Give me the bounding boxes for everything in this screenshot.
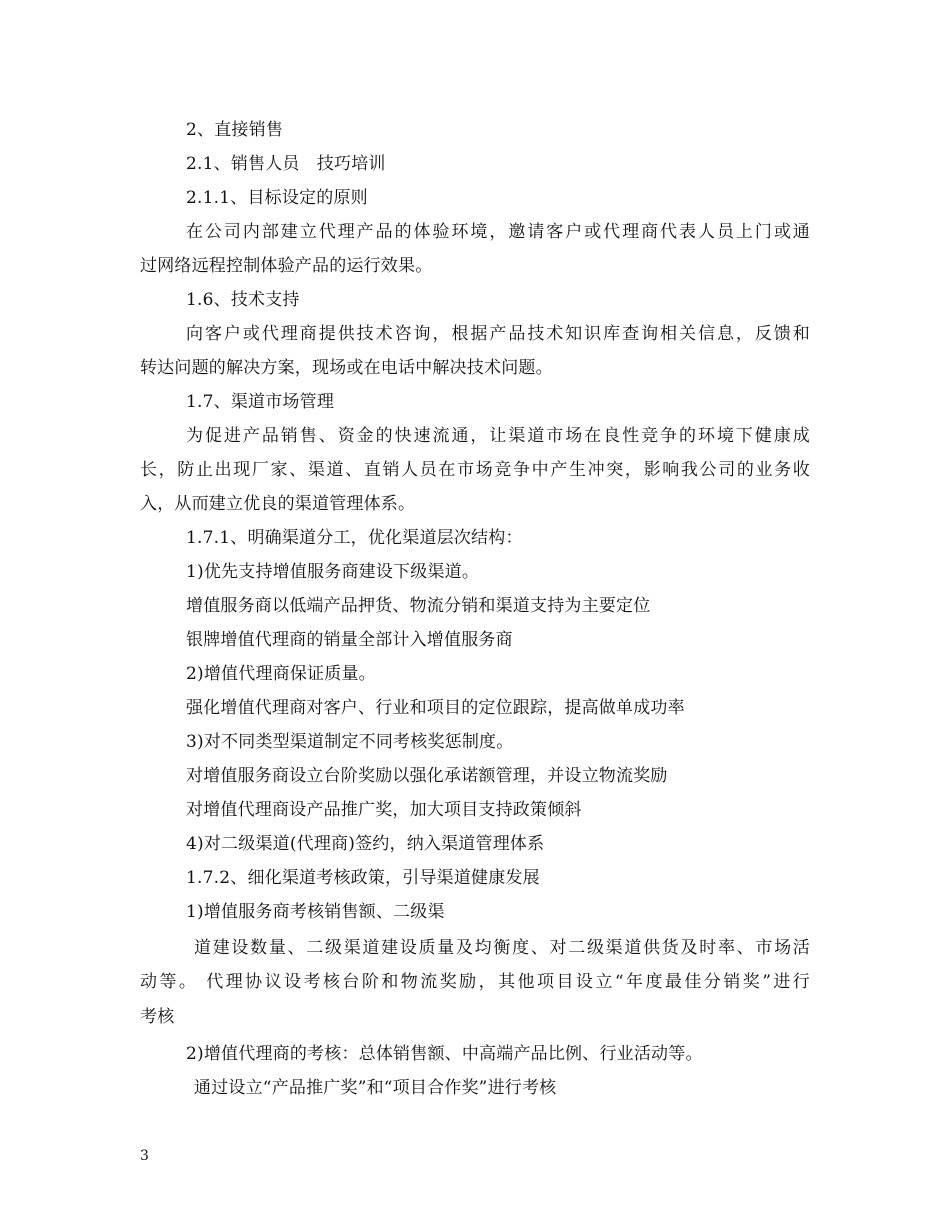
heading-direct-sales: 2、直接销售: [186, 120, 284, 140]
heading-goal-principles: 2.1.1、目标设定的原则: [186, 188, 368, 208]
list-item: 1)优先支持增值服务商建设下级渠道。: [186, 562, 480, 582]
list-item: 2)增值代理商保证质量。: [186, 664, 376, 684]
paragraph-line: 通过设立“产品推广奖”和“项目合作奖”进行考核: [194, 1078, 557, 1098]
paragraph-line: 增值服务商以低端产品押货、物流分销和渠道支持为主要定位: [186, 596, 651, 616]
heading-channel-division: 1.7.1、明确渠道分工，优化渠道层次结构：: [186, 528, 523, 548]
paragraph-line: 转达问题的解决方案，现场或在电话中解决技术问题。: [140, 358, 553, 378]
heading-channel-assessment: 1.7.2、细化渠道考核政策，引导渠道健康发展: [186, 868, 540, 888]
paragraph-line: 强化增值代理商对客户、行业和项目的定位跟踪，提高做单成功率: [186, 698, 685, 718]
paragraph-line: 动等。 代理协议设考核台阶和物流奖励，其他项目设立“年度最佳分销奖”进行: [140, 972, 810, 992]
paragraph-line: 银牌增值代理商的销量全部计入增值服务商: [186, 630, 513, 650]
paragraph-line: 为促进产品销售、资金的快速流通，让渠道市场在良性竞争的环境下健康成: [186, 426, 810, 446]
heading-tech-support: 1.6、技术支持: [186, 290, 300, 310]
paragraph-line: 道建设数量、二级渠道建设质量及均衡度、对二级渠道供货及时率、市场活: [194, 938, 810, 958]
paragraph-line: 考核: [140, 1007, 175, 1027]
paragraph-line: 在公司内部建立代理产品的体验环境，邀请客户或代理商代表人员上门或通: [186, 222, 810, 242]
heading-channel-management: 1.7、渠道市场管理: [186, 392, 335, 412]
paragraph-line: 长，防止出现厂家、渠道、直销人员在市场竞争中产生冲突，影响我公司的业务收: [140, 460, 810, 480]
list-item: 4)对二级渠道(代理商)签约，纳入渠道管理体系: [186, 834, 545, 854]
heading-sales-training: 2.1、销售人员 技巧培训: [186, 154, 386, 174]
paragraph-line: 向客户或代理商提供技术咨询，根据产品技术知识库查询相关信息，反馈和: [186, 324, 810, 344]
paragraph-line: 过网络远程控制体验产品的运行效果。: [140, 256, 433, 276]
list-item: 3)对不同类型渠道制定不同考核奖惩制度。: [186, 732, 514, 752]
paragraph-line: 对增值代理商设产品推广奖，加大项目支持政策倾斜: [186, 800, 582, 820]
list-item: 1)增值服务商考核销售额、二级渠: [186, 902, 445, 922]
paragraph-line: 入，从而建立优良的渠道管理体系。: [140, 494, 416, 514]
page-number: 3: [140, 1148, 149, 1164]
list-item: 2)增值代理商的考核：总体销售额、中高端产品比例、行业活动等。: [186, 1044, 703, 1064]
paragraph-line: 对增值服务商设立台阶奖励以强化承诺额管理，并设立物流奖励: [186, 766, 668, 786]
